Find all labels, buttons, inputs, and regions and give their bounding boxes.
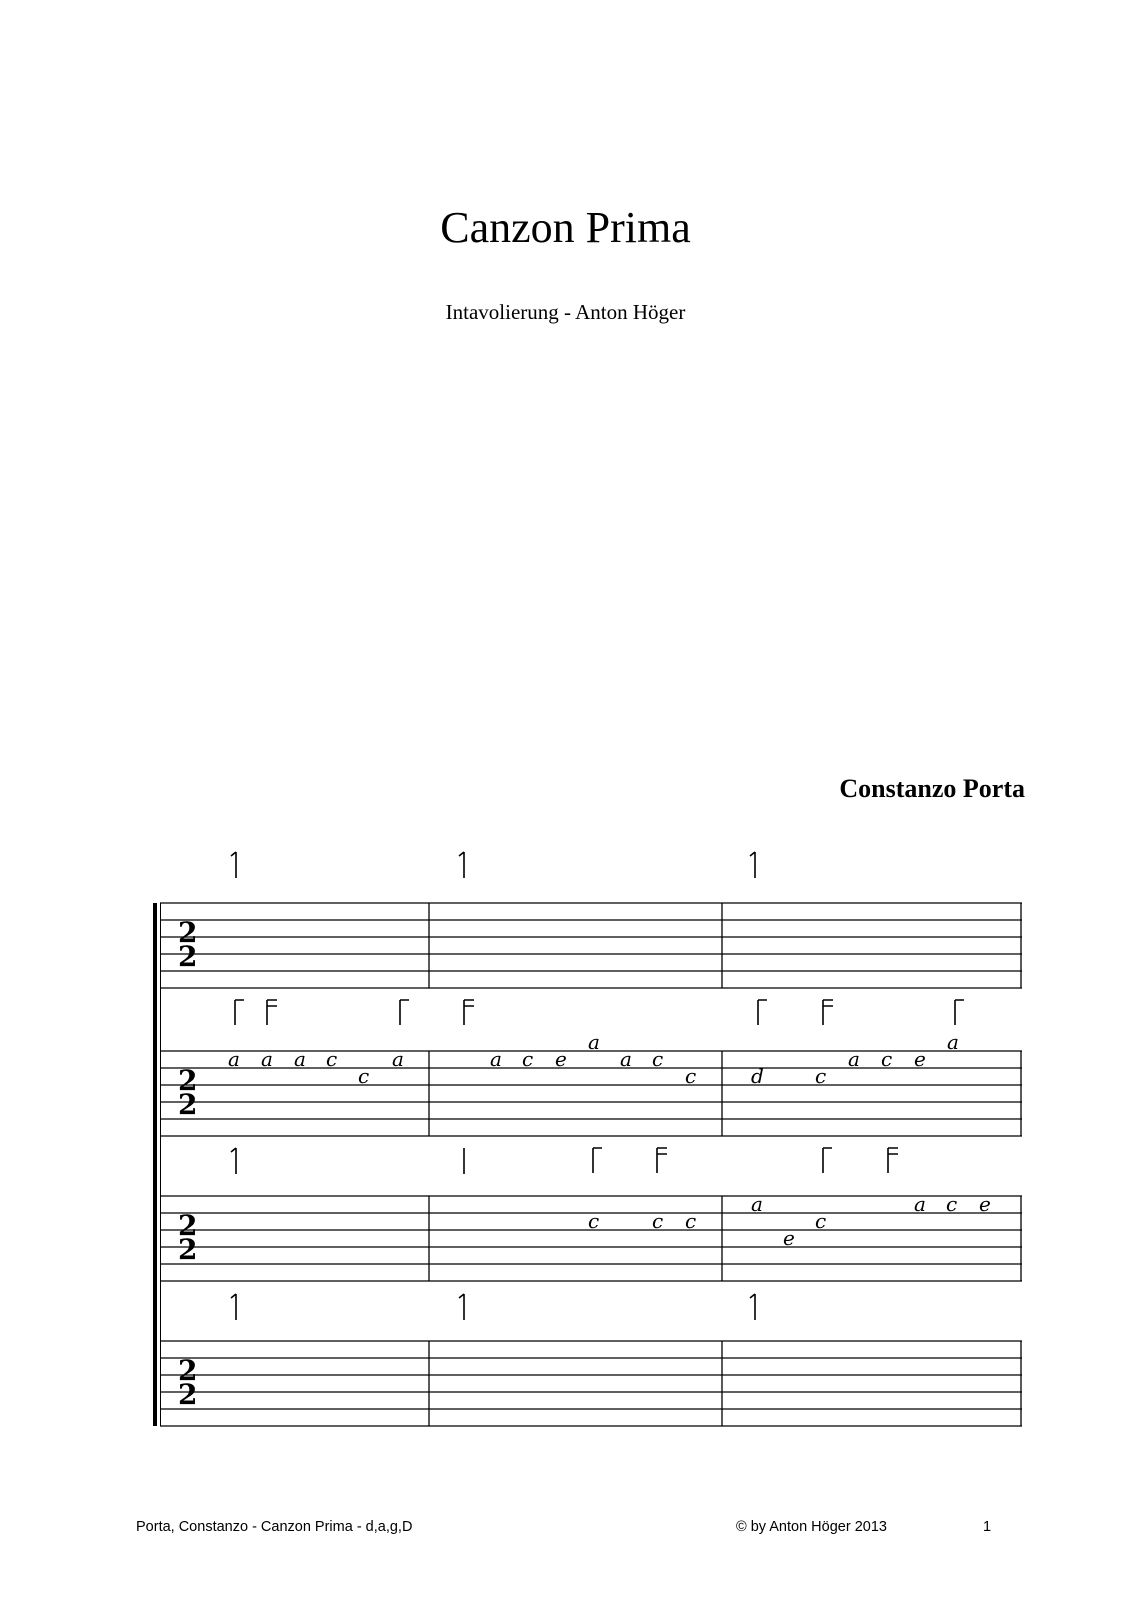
fret-letter: c [685, 1209, 697, 1233]
rhythm-flag-quarter [955, 1000, 964, 1025]
rhythm-flag-whole [231, 852, 236, 878]
tab-system [160, 1294, 1022, 1426]
fret-letter: c [685, 1064, 697, 1088]
tab-system [160, 1000, 1022, 1136]
rhythm-flag-whole [459, 852, 464, 878]
rhythm-flags [231, 1148, 898, 1174]
tab-staff-lines [160, 1341, 1022, 1426]
barlines [429, 1341, 1021, 1426]
rhythm-flags [231, 1294, 755, 1320]
time-signature-numerator: 2 [178, 1209, 198, 1242]
time-signature-denominator: 2 [178, 940, 198, 973]
rhythm-flag-eighth [464, 1000, 474, 1025]
fret-letter: c [588, 1209, 600, 1233]
rhythm-flags [231, 852, 755, 878]
tab-system [160, 852, 1022, 988]
footer-piece-info: Porta, Constanzo - Canzon Prima - d,a,g,D [136, 1519, 413, 1535]
barlines [429, 1196, 1021, 1281]
rhythm-flag-quarter [400, 1000, 409, 1025]
rhythm-flag-whole [750, 852, 755, 878]
fret-letter: a [261, 1047, 273, 1071]
fret-letter: c [946, 1192, 958, 1216]
rhythm-flag-quarter [235, 1000, 244, 1025]
fret-letter: e [783, 1226, 795, 1250]
rhythm-flag-eighth [823, 1000, 833, 1025]
arranger-line: Intavolierung - Anton Höger [445, 300, 686, 324]
tab-staff-lines [160, 903, 1022, 988]
fret-letter: c [358, 1064, 370, 1088]
rhythm-flag-whole [231, 1148, 236, 1174]
rhythm-flag-eighth [657, 1148, 667, 1173]
time-signature-numerator: 2 [178, 1064, 198, 1097]
fret-letter: a [848, 1047, 860, 1071]
rhythm-flags [235, 1000, 964, 1025]
rhythm-flag-quarter [593, 1148, 602, 1173]
fret-letter: a [392, 1047, 404, 1071]
fret-letter: c [326, 1047, 338, 1071]
time-signature-numerator: 2 [178, 916, 198, 949]
fret-letter: a [588, 1030, 600, 1054]
barlines [429, 903, 1021, 988]
rhythm-flag-whole [231, 1294, 236, 1320]
fret-letter: e [555, 1047, 567, 1071]
rhythm-flag-quarter [758, 1000, 767, 1025]
system-brace [153, 903, 157, 1426]
time-signature-denominator: 2 [178, 1233, 198, 1266]
fret-letters [228, 1030, 959, 1088]
fret-letter: a [228, 1047, 240, 1071]
rhythm-flag-whole [459, 1294, 464, 1320]
rhythm-flag-quarter [823, 1148, 832, 1173]
rhythm-flag-eighth [267, 1000, 277, 1025]
piece-title: Canzon Prima [440, 203, 691, 252]
barlines [429, 1051, 1021, 1136]
fret-letter: e [914, 1047, 926, 1071]
fret-letters [588, 1192, 991, 1250]
fret-letter: c [652, 1047, 664, 1071]
fret-letter: a [294, 1047, 306, 1071]
fret-letter: a [751, 1192, 763, 1216]
page-number: 1 [983, 1519, 992, 1535]
fret-letter: a [947, 1030, 959, 1054]
time-signature-denominator: 2 [178, 1378, 198, 1411]
fret-letter: a [914, 1192, 926, 1216]
fret-letter: c [815, 1064, 827, 1088]
time-signature-numerator: 2 [178, 1354, 198, 1387]
rhythm-flag-whole [750, 1294, 755, 1320]
fret-letter: c [652, 1209, 664, 1233]
fret-letter: c [881, 1047, 893, 1071]
composer-name: Constanzo Porta [839, 774, 1025, 803]
rhythm-flag-eighth [888, 1148, 898, 1173]
fret-letter: c [522, 1047, 534, 1071]
fret-letter: a [620, 1047, 632, 1071]
fret-letter: d [751, 1064, 764, 1088]
fret-letter: e [979, 1192, 991, 1216]
time-signature-denominator: 2 [178, 1088, 198, 1121]
tab-system [160, 1148, 1022, 1281]
fret-letter: c [815, 1209, 827, 1233]
tab-staff-lines [160, 1051, 1022, 1136]
fret-letter: a [490, 1047, 502, 1071]
footer-copyright: © by Anton Höger 2013 [736, 1519, 887, 1535]
